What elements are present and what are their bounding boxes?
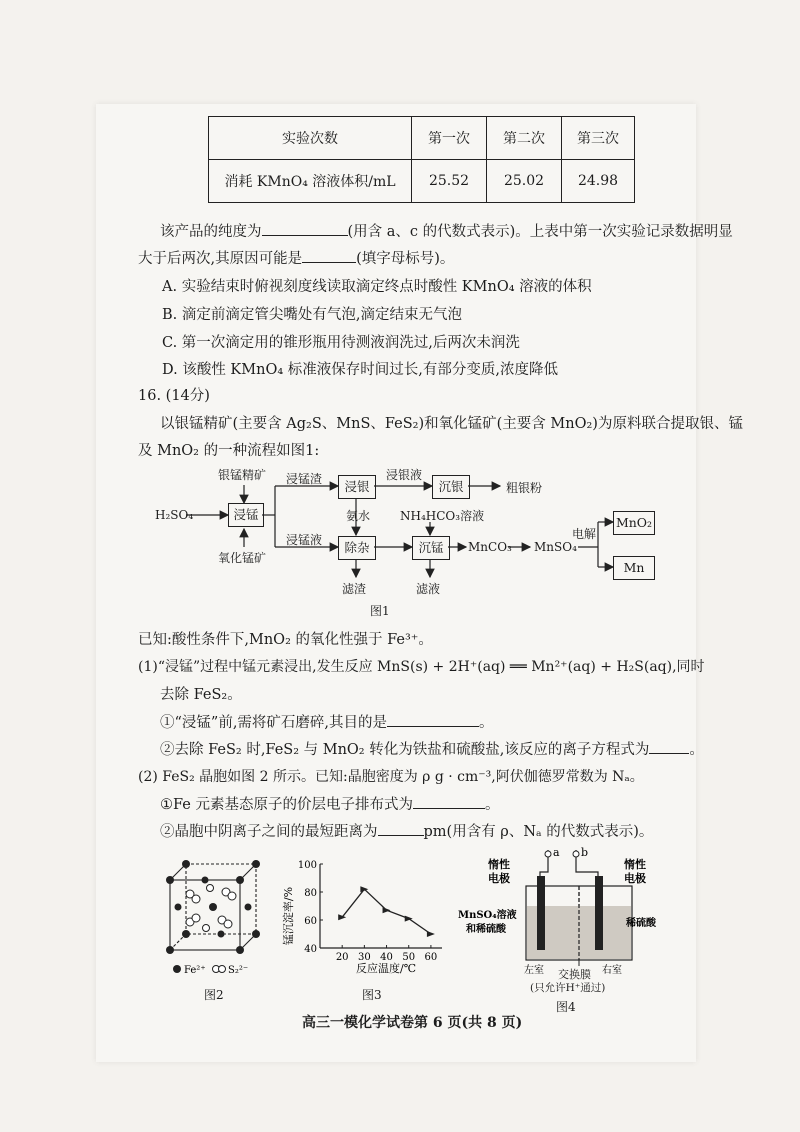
left-solution-label-2: 和稀硫酸	[466, 924, 506, 935]
label-anshui: 氨水	[346, 509, 371, 523]
y-tick-label: 60	[304, 916, 317, 927]
text: (用含 a、c 的代数式表示)。上表中第一次实验记录数据明显	[347, 224, 733, 240]
terminal-b	[573, 851, 579, 857]
part2-question-1	[160, 793, 499, 814]
x-tick-label: 30	[357, 952, 371, 963]
membrane-label: 交换膜	[558, 968, 591, 981]
table-cell: 25.52	[412, 160, 487, 203]
option-d: D. 该酸性 KMnO₄ 标准液保存时间过长,有部分变质,浓度降低	[162, 362, 558, 378]
left-solution-label: MnSO₄溶液	[458, 910, 517, 921]
right-room-label: 右室	[602, 965, 622, 976]
left-electrode-label: 惰性	[488, 858, 510, 871]
legend-s-marker	[219, 966, 226, 973]
label-yanghua: 氧化锰矿	[218, 551, 267, 565]
answer-blank[interactable]	[378, 821, 424, 836]
left-electrode	[537, 876, 545, 950]
label-jinmengye: 浸锰液	[286, 533, 323, 547]
node-jinmeng: 浸锰	[228, 503, 264, 527]
right-electrode-label-2: 电极	[624, 872, 646, 885]
label-mnso4: MnSO₄	[534, 540, 577, 554]
text: 大于后两次,其原因可能是	[138, 251, 303, 267]
q16-intro-2: 及 MnO₂ 的一种流程如图1:	[138, 443, 320, 459]
part2-text: (2) FeS₂ 晶胞如图 2 所示。已知:晶胞密度为 ρ g · cm⁻³,阿伏伽德罗常数为 Nₐ。	[138, 769, 644, 785]
label-h2so4: H₂SO₄	[155, 508, 194, 522]
page-footer: 高三一模化学试卷第 6 页(共 8 页)	[302, 1015, 523, 1031]
terminal-a-label: a	[553, 846, 560, 859]
label-yinmeng: 银锰精矿	[218, 468, 267, 482]
chart-marks	[338, 886, 435, 937]
terminal-a	[545, 851, 551, 857]
option-a: A. 实验结束时俯视刻度线读取滴定终点时酸性 KMnO₄ 溶液的体积	[162, 279, 592, 295]
text: 该产品的纯度为	[160, 224, 262, 240]
y-tick-label: 40	[304, 944, 317, 955]
option-c: C. 第一次滴定用的锥形瓶用待测液润洗过,后两次未润洗	[162, 335, 520, 351]
figure-4-caption: 图4	[556, 1000, 576, 1014]
label-nh4hco3: NH₄HCO₃溶液	[400, 509, 485, 523]
node-jinyin: 浸银	[338, 475, 376, 499]
figure-3-chart	[282, 856, 452, 976]
right-electrode-label: 惰性	[624, 858, 646, 871]
data-point	[338, 914, 346, 920]
label-mnco3: MnCO₃	[468, 540, 512, 554]
text: ①“浸锰”前,需将矿石磨碎,其目的是	[160, 715, 388, 731]
data-point	[383, 907, 391, 913]
option-b: B. 滴定前滴定管尖嘴处有气泡,滴定结束无气泡	[162, 307, 462, 323]
data-point	[427, 931, 435, 937]
node-chenyin: 沉银	[432, 475, 470, 499]
x-tick-label: 40	[380, 952, 393, 963]
table-cell: 25.02	[487, 160, 562, 203]
y-tick-label: 80	[304, 888, 317, 899]
label-cuyinfen: 粗银粉	[506, 481, 543, 495]
x-tick-label: 50	[402, 952, 416, 963]
table-header-cell: 实验次数	[209, 117, 412, 160]
table-header-cell: 第三次	[562, 117, 635, 160]
figure-1-caption: 图1	[370, 604, 390, 618]
text: 。	[689, 742, 704, 758]
q16-intro: 以银锰精矿(主要含 Ag₂S、MnS、FeS₂)和氧化锰矿(主要含 MnO₂)为原料联合提取银、锰	[160, 416, 743, 432]
legend-fe-marker	[173, 965, 181, 973]
node-chuza: 除杂	[338, 536, 376, 560]
label-lvye: 滤液	[416, 582, 441, 596]
terminal-b-label: b	[581, 846, 589, 859]
figure-2-caption: 图2	[204, 988, 224, 1002]
label-jinmengzha: 浸锰渣	[286, 472, 323, 486]
node-mn: Mn	[613, 556, 655, 580]
left-electrode-label-2: 电极	[488, 872, 510, 885]
y-tick-label: 100	[297, 860, 317, 871]
label-jinyinye: 浸银液	[386, 468, 423, 482]
node-chenmeng: 沉锰	[412, 536, 450, 560]
text: 。	[484, 797, 500, 813]
text: ②晶胞中阴离子之间的最短距离为	[160, 824, 378, 840]
label-dianjie: 电解	[572, 527, 597, 541]
table-cell: 消耗 KMnO₄ 溶液体积/mL	[209, 160, 412, 203]
x-tick-label: 20	[335, 952, 349, 963]
table-header-cell: 第二次	[487, 117, 562, 160]
figure-4-cell	[458, 846, 658, 986]
known-text: 已知:酸性条件下,MnO₂ 的氧化性强于 Fe³⁺。	[138, 632, 433, 648]
label-lvzha: 滤渣	[342, 582, 367, 596]
figure-3-caption: 图3	[362, 988, 382, 1002]
chart-xlabel: 反应温度/℃	[355, 962, 417, 975]
answer-blank[interactable]	[649, 739, 689, 754]
right-solution-label: 稀硫酸	[626, 918, 656, 929]
part1-text: (1)“浸锰”过程中锰元素浸出,发生反应 MnS(s) + 2H⁺(aq) ══ Mn²⁺(aq) + H₂S(aq),同时	[138, 659, 705, 675]
answer-blank[interactable]	[387, 712, 479, 727]
node-mno2: MnO₂	[613, 511, 655, 535]
chart-ylabel: 锰沉淀率/%	[282, 886, 295, 946]
membrane-note: (只允许H⁺通过)	[530, 982, 606, 994]
text: ②去除 FeS₂ 时,FeS₂ 与 MnO₂ 转化为铁盐和硫酸盐,该反应的离子方程式为	[160, 742, 650, 758]
table-header-cell: 第一次	[412, 117, 487, 160]
part1-question-1	[160, 711, 494, 732]
part2-question-2	[160, 820, 653, 841]
chart-axes	[298, 860, 442, 963]
legend-s: S₂²⁻	[228, 965, 249, 976]
x-tick-label: 60	[424, 952, 438, 963]
text: pm(用含有 ρ、Nₐ 的代数式表示)。	[423, 824, 654, 840]
part1-question-2	[160, 738, 704, 759]
table-cell: 24.98	[562, 160, 635, 203]
text: ①Fe 元素基态原子的价层电子排布式为	[160, 797, 413, 813]
part1-text-2: 去除 FeS₂。	[160, 687, 242, 703]
legend-fe: Fe²⁺	[184, 965, 206, 976]
answer-blank[interactable]	[413, 794, 485, 809]
right-electrode	[595, 876, 603, 950]
text: 。	[479, 715, 494, 731]
q16-title: 16. (14分)	[138, 388, 210, 404]
left-room-label: 左室	[524, 965, 544, 976]
figure-2-crystal	[160, 856, 270, 986]
text: (填字母标号)。	[356, 251, 455, 267]
